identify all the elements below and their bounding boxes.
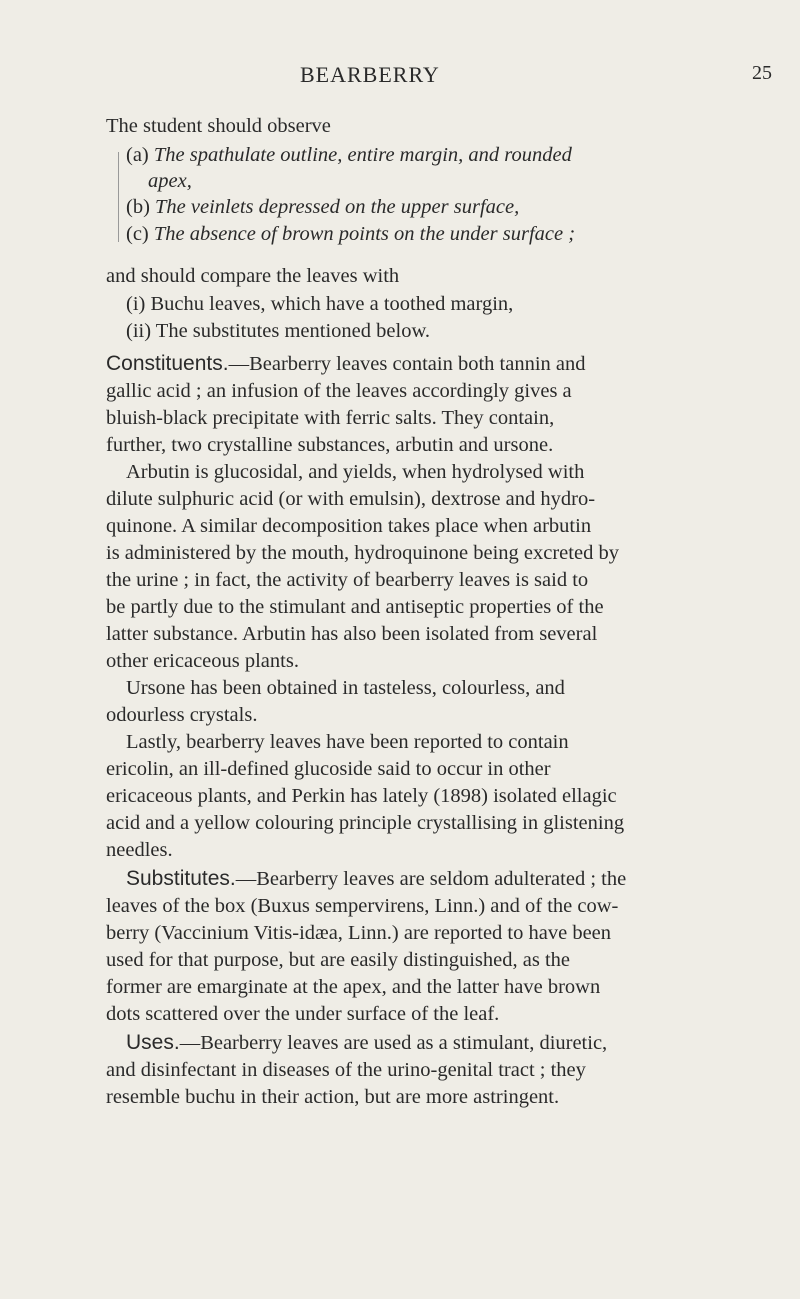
margin-pencil-mark (118, 152, 119, 242)
intro-observe: The student should observe (106, 115, 331, 137)
substitutes-line-3: berry (Vaccinium Vitis-idæa, Linn.) are reported to have been (106, 922, 612, 944)
substitutes-line-1: Substitutes.—Bearberry leaves are seldom adulterated ; the (126, 867, 627, 890)
substitutes-line-5: former are emarginate at the apex, and the latter have brown (106, 976, 601, 998)
constituents-line-3: bluish-black precipitate with ferric salts. They contain, (106, 407, 555, 429)
page-header (0, 62, 800, 92)
constituents-heading: Constituents. (106, 352, 229, 375)
uses-line-3: resemble buchu in their action, but are more astringent. (106, 1086, 560, 1108)
constituents-line-2: gallic acid ; an infusion of the leaves accordingly gives a (106, 380, 572, 402)
constituents-line-6: dilute sulphuric acid (or with emulsin), dextrose and hydro- (106, 488, 596, 510)
uses-line-1: Uses.—Bearberry leaves are used as a stimulant, diuretic, (126, 1031, 608, 1054)
constituents-line-13: Ursone has been obtained in tasteless, colourless, and (126, 677, 565, 699)
substitutes-line-6: dots scattered over the under surface of the leaf. (106, 1003, 500, 1025)
constituents-line-10: be partly due to the stimulant and antiseptic properties of the (106, 596, 604, 618)
constituents-line-5: Arbutin is glucosidal, and yields, when hydrolysed with (126, 461, 585, 483)
constituents-line-1: Constituents.—Bearberry leaves contain both tannin and (106, 352, 586, 375)
constituents-line-12: other ericaceous plants. (106, 650, 299, 672)
constituents-line-7: quinone. A similar decomposition takes place when arbutin (106, 515, 592, 537)
compare-text: and should compare the leaves with (106, 265, 400, 287)
uses-line-2: and disinfectant in diseases of the urino-genital tract ; they (106, 1059, 586, 1081)
compare-item-ii: (ii) The substitutes mentioned below. (126, 320, 431, 342)
constituents-line-8: is administered by the mouth, hydroquinone being excreted by (106, 542, 619, 564)
constituents-line-17: ericaceous plants, and Perkin has lately (1898) isolated ellagic (106, 785, 617, 807)
observation-c: (c) The absence of brown points on the under surface ; (126, 223, 576, 245)
uses-heading: Uses. (126, 1031, 180, 1054)
observation-b: (b) The veinlets depressed on the upper surface, (126, 196, 520, 218)
substitutes-line-4: used for that purpose, but are easily distinguished, as the (106, 949, 570, 971)
observation-a-continued: apex, (148, 170, 192, 192)
constituents-line-9: the urine ; in fact, the activity of bearberry leaves is said to (106, 569, 589, 591)
running-title: BEARBERRY (300, 62, 440, 87)
observation-a: (a) The spathulate outline, entire margin, and rounded (126, 144, 572, 166)
constituents-line-16: ericolin, an ill-defined glucoside said to occur in other (106, 758, 551, 780)
constituents-line-11: latter substance. Arbutin has also been isolated from several (106, 623, 598, 645)
substitutes-line-2: leaves of the box (Buxus sempervirens, Linn.) and of the cow- (106, 895, 619, 917)
constituents-line-4: further, two crystalline substances, arbutin and ursone. (106, 434, 554, 456)
constituents-line-19: needles. (106, 839, 173, 861)
page-number: 25 (752, 62, 772, 84)
constituents-line-14: odourless crystals. (106, 704, 258, 726)
compare-item-i: (i) Buchu leaves, which have a toothed margin, (126, 293, 514, 315)
observation-a-text: The spathulate outline, entire margin, and rounded (153, 144, 572, 166)
constituents-line-18: acid and a yellow colouring principle crystallising in glistening (106, 812, 625, 834)
constituents-line-15: Lastly, bearberry leaves have been reported to contain (126, 731, 569, 753)
substitutes-heading: Substitutes. (126, 867, 236, 890)
